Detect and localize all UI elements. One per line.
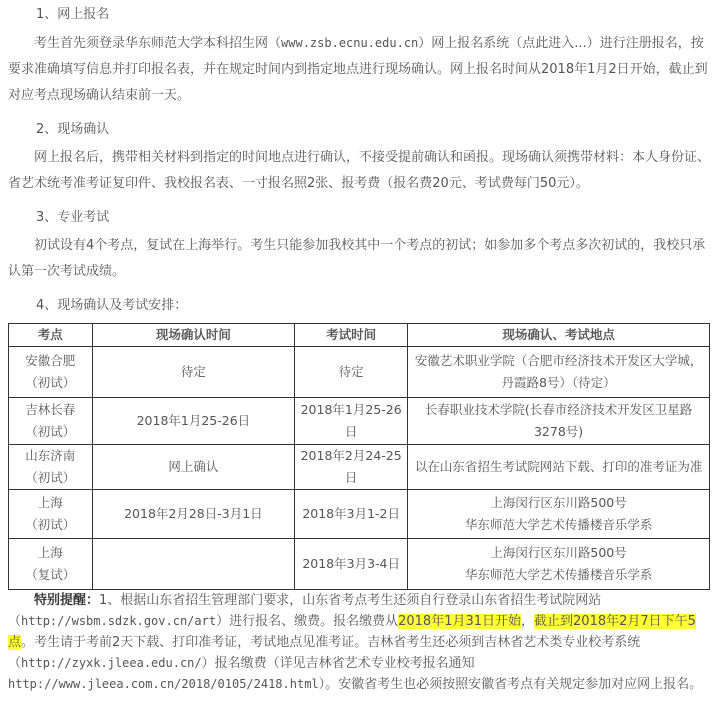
site-name: 上海 [37, 495, 63, 510]
header-site: 考点 [9, 324, 93, 347]
site-stage: （初试） [25, 470, 76, 485]
text-part: ）进行报名、缴费。报名缴费从 [216, 614, 399, 629]
table-row [9, 539, 710, 590]
table-row [9, 398, 710, 445]
site-name: 山东济南 [25, 448, 76, 463]
table-row [9, 347, 710, 398]
site-stage: （初试） [25, 517, 76, 532]
text-part: 。考生请于考前2天下载、打印准考证，考试地点见准考证。吉林省考生还必须到吉林省艺术类专业校考系统（ [8, 635, 641, 671]
cell-place: 长春职业技术学院(长春市经济技术开发区卫星路3278号) [408, 398, 710, 445]
text-part: 1、根据山东省招生管理部门要求，山东省考点考生还须自行登录山东省招生考试院网站（ [8, 593, 602, 629]
schedule-table [8, 323, 710, 590]
cell-site [9, 490, 93, 539]
cell-confirm [92, 539, 295, 590]
place-line: 华东师范大学艺术传播楼音乐学系 [464, 517, 653, 532]
section-heading-onsite-confirmation: 2、现场确认 [36, 122, 110, 137]
header-confirm-time: 现场确认时间 [92, 324, 295, 347]
cell-exam: 2018年2月24-25日 [295, 445, 408, 490]
cell-place [408, 490, 710, 539]
cell-place: 安徽艺术职业学院（合肥市经济技术开发区大学城，丹霞路8号）（待定） [408, 347, 710, 398]
admissions-site-link[interactable]: www.zsb.ecnu.edu.cn [281, 36, 419, 50]
site-name: 上海 [37, 545, 63, 560]
section-heading-online-registration: 1、网上报名 [36, 7, 110, 22]
site-name: 安徽合肥 [25, 353, 76, 368]
site-stage: （初试） [25, 375, 76, 390]
highlight-start-date: 2018年1月31日开始 [398, 614, 522, 629]
table-row [9, 445, 710, 490]
jilin-notice-link[interactable]: http://www.jleea.com.cn/2018/0105/2418.html [8, 677, 319, 691]
section-heading-professional-exam: 3、专业考试 [36, 210, 110, 225]
notice-label: 特别提醒： [34, 593, 100, 608]
cell-confirm: 待定 [92, 347, 295, 398]
cell-place: 以在山东省招生考试院网站下载、打印的准考证为准 [408, 445, 710, 490]
header-place: 现场确认、考试地点 [408, 324, 710, 347]
cell-exam: 2018年3月1-2日 [295, 490, 408, 539]
cell-exam: 2018年3月3-4日 [295, 539, 408, 590]
cell-site [9, 398, 93, 445]
professional-exam-text: 初试设有4个考点，复试在上海举行。考生只能参加我校其中一个考点的初试；如参加多个考点多次初试的，我校只承认第一次考试成绩。 [8, 238, 706, 279]
jilin-exam-link[interactable]: http://zyxk.jleea.edu.cn/ [21, 656, 202, 670]
cell-confirm: 2018年1月25-26日 [92, 398, 295, 445]
text-part: ）报名缴费（详见吉林省艺术专业校考报名通知 [201, 656, 475, 671]
special-notice [8, 590, 712, 695]
onsite-confirmation-text: 网上报名后，携带相关材料到指定的时间地点进行确认，不接受提前确认和函报。现场确认须携带材料：本人身份证、省艺术统考准考证复印件、我校报名表、一寸报名照2张、报考费（报名费20元、考试费每门50元）。 [8, 150, 711, 191]
cell-place [408, 539, 710, 590]
site-name: 吉林长春 [25, 402, 76, 417]
place-line: 华东师范大学艺术传播楼音乐学系 [464, 567, 653, 582]
online-registration-text [8, 30, 712, 109]
text-part: ， [521, 614, 535, 629]
shandong-exam-link[interactable]: http://wsbm.sdzk.gov.cn/art [21, 614, 217, 628]
text-part: ）网上报名系统（点此进入...）进行注册报名，按要求准确填写信息并打印报名表，并在规定时间内到指定地点进行现场确认。网上报名时间从2018年1月2日开始，截止到对应考点现场确认结束前一天。 [8, 36, 708, 103]
cell-site [9, 539, 93, 590]
section-heading-schedule: 4、现场确认及考试安排： [36, 298, 188, 313]
cell-exam: 待定 [295, 347, 408, 398]
table-row [9, 490, 710, 539]
cell-confirm: 网上确认 [92, 445, 295, 490]
cell-site [9, 445, 93, 490]
table-header-row [9, 324, 710, 347]
place-line: 上海闵行区东川路500号 [490, 495, 627, 510]
text-part: 考生首先须登录华东师范大学本科招生网（ [34, 36, 282, 51]
site-stage: （复试） [25, 567, 76, 582]
cell-confirm: 2018年2月28日-3月1日 [92, 490, 295, 539]
highlight-deadline: 截止到2018年2月7日下午5点 [8, 614, 696, 650]
cell-site [9, 347, 93, 398]
header-exam-time: 考试时间 [295, 324, 408, 347]
place-line: 上海闵行区东川路500号 [490, 545, 627, 560]
cell-exam: 2018年1月25-26日 [295, 398, 408, 445]
site-stage: （初试） [25, 424, 76, 439]
text-part: ）。安徽省考生也必须按照安徽省考点有关规定参加对应网上报名。 [318, 677, 703, 692]
